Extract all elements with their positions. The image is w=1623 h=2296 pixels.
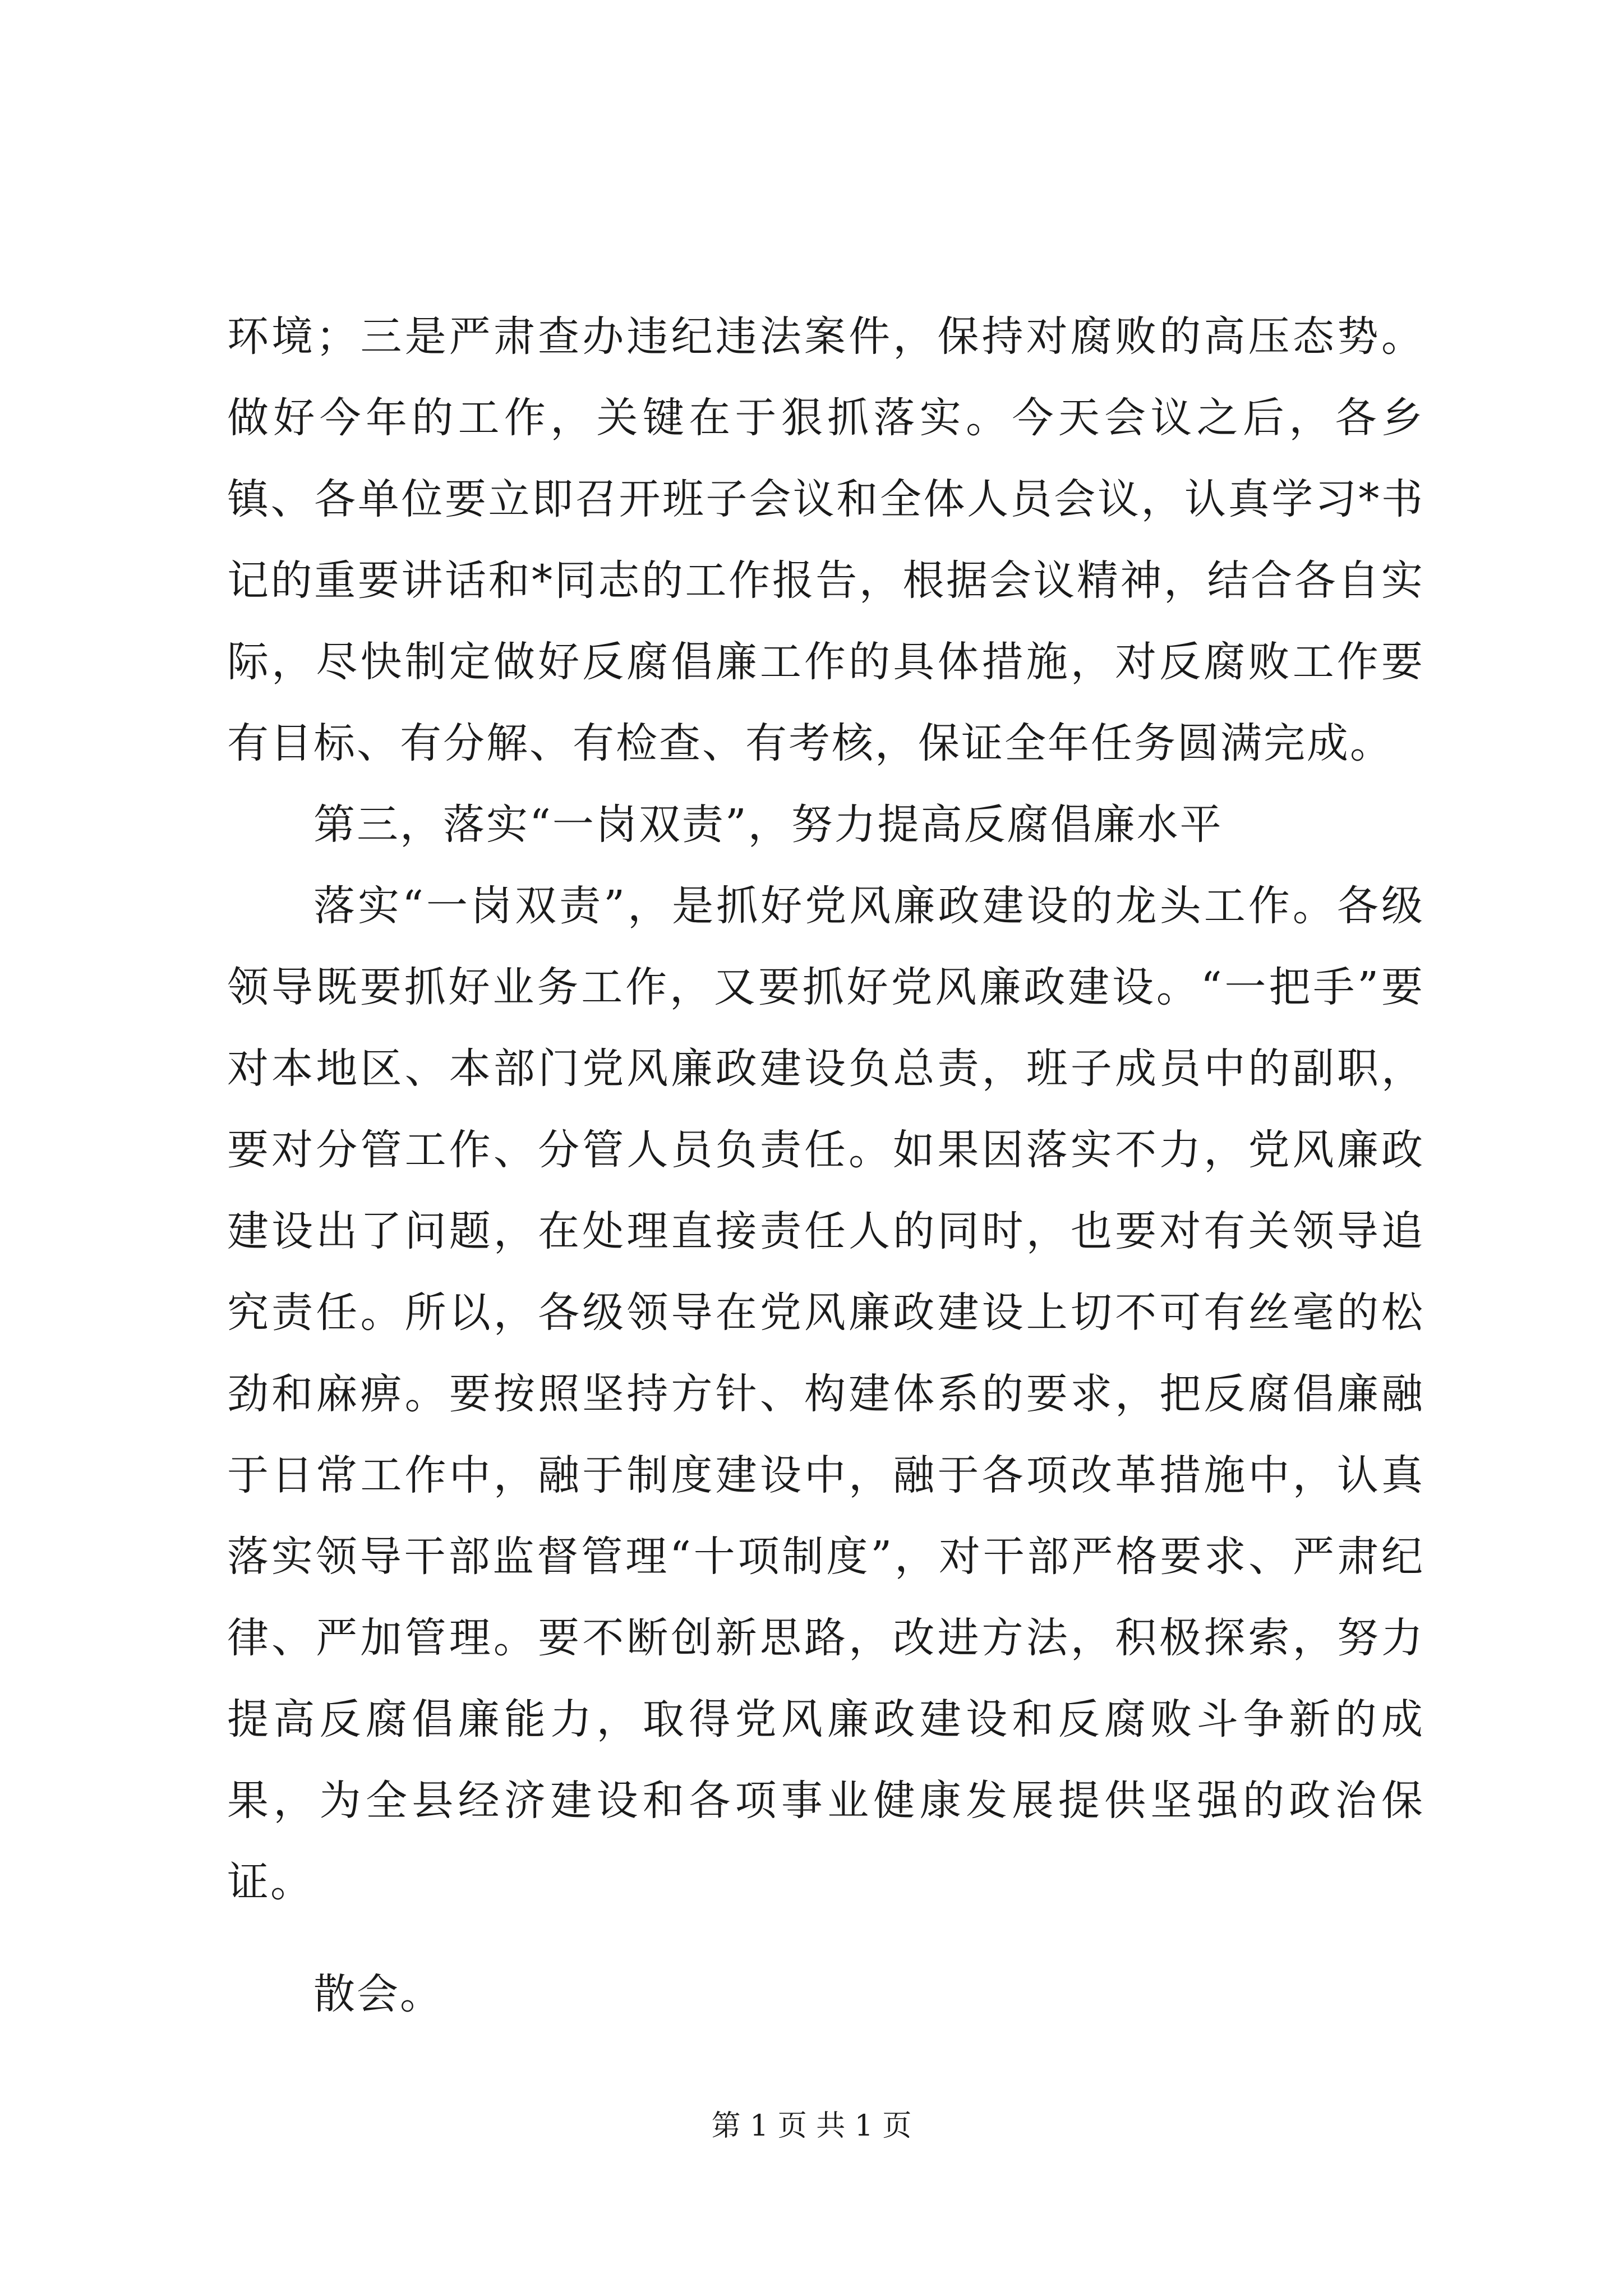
paragraph-continuation: 环境；三是严肃查办违纪违法案件，保持对腐败的高压态势。做好今年的工作，关键在于狠抓落实。今天会议之后，各乡镇、各单位要立即召开班子会议和全体人员会议，认真学习*书记的重要讲话和*同志的工作报告，根据会议精神，结合各自实际，尽快制定做好反腐倡廉工作的具体措施，对反腐败工作要有目标、有分解、有检查、有考核，保证全年任务圆满完成。 bbox=[227, 312, 1424, 767]
document-body bbox=[227, 296, 1424, 2035]
paragraph-body: 落实“一岗双责”，是抓好党风廉政建设的龙头工作。各级领导既要抓好业务工作，又要抓好党风廉政建设。“一把手”要对本地区、本部门党风廉政建设负总责，班子成员中的副职，要对分管工作、分管人员负责任。如果因落实不力，党风廉政建设出了问题，在处理直接责任人的同时，也要对有关领导追究责任。所以，各级领导在党风廉政建设上切不可有丝毫的松劲和麻痹。要按照坚持方针、构建体系的要求，把反腐倡廉融于日常工作中，融于制度建设中，融于各项改革措施中，认真落实领导干部监督管理“十项制度”，对干部严格要求、严肃纪律、严加管理。要不断创新思路，改进方法，积极探索，努力提高反腐倡廉能力，取得党风廉政建设和反腐败斗争新的成果，为全县经济建设和各项事业健康发展提供坚强的政治保证。 bbox=[227, 882, 1424, 1906]
section-heading: 第三，落实“一岗双责”，努力提高反腐倡廉水平 bbox=[313, 800, 1223, 849]
page-footer: 第 1 页 共 1 页 bbox=[711, 2109, 912, 2143]
paragraph-closing: 散会。 bbox=[313, 1970, 443, 2018]
